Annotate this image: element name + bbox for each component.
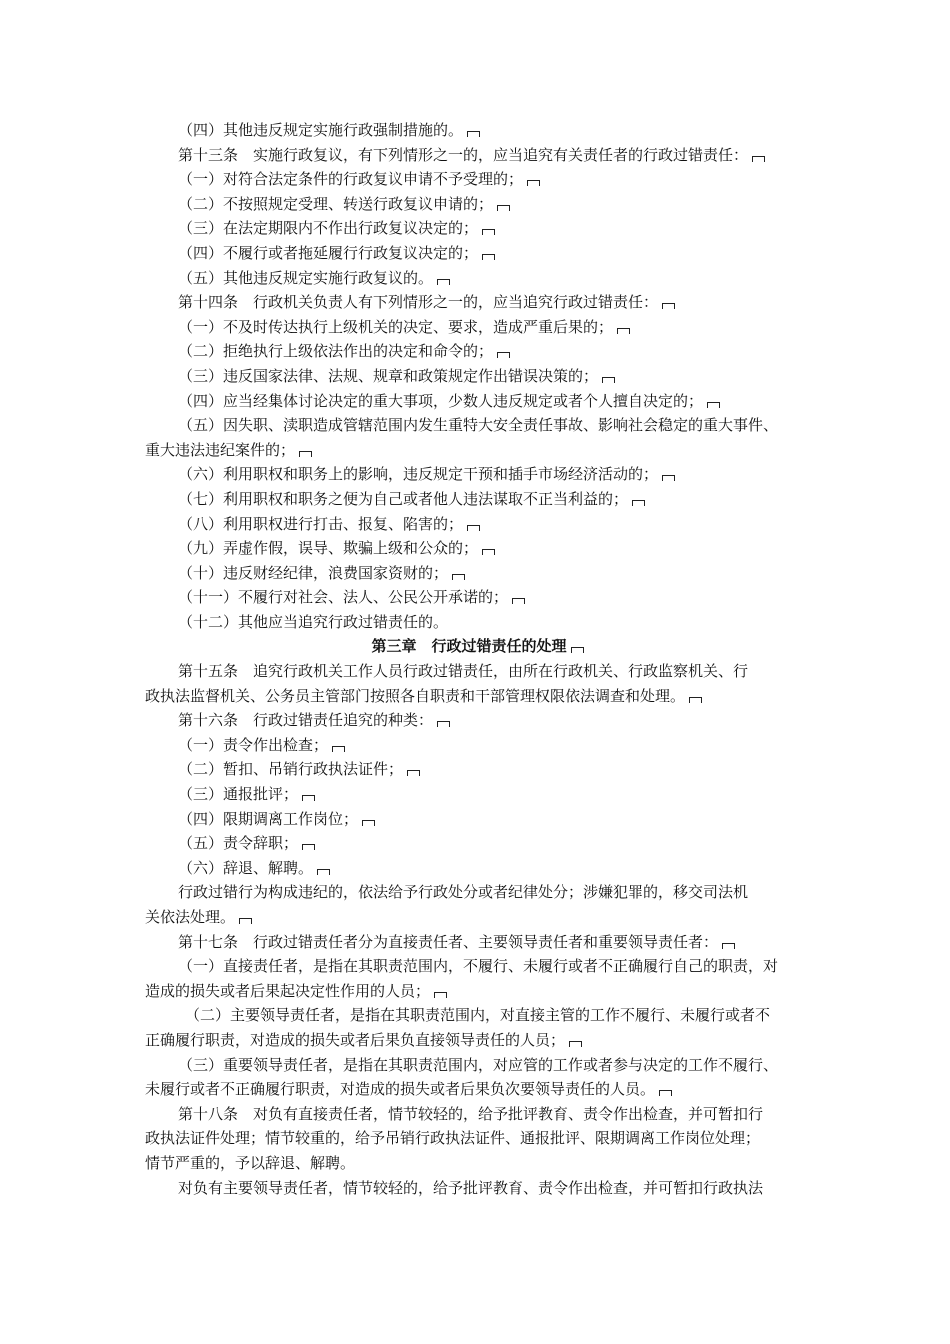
paragraph-mark-icon — [497, 205, 510, 211]
paragraph-mark-icon — [317, 869, 330, 875]
paragraph-mark-icon — [569, 1041, 582, 1047]
text-line — [145, 462, 810, 487]
text-line-content: （三）在法定期限内不作出行政复议决定的； — [178, 219, 479, 238]
text-line — [145, 290, 810, 315]
text-line — [145, 364, 810, 389]
text-line — [145, 536, 810, 561]
text-line-content: （二）暂扣、吊销行政执法证件； — [178, 760, 404, 779]
text-line-content: （五）责令辞职； — [178, 834, 299, 853]
text-line — [145, 708, 810, 733]
paragraph-mark-icon — [571, 647, 584, 653]
text-line-content: （四）应当经集体讨论决定的重大事项，少数人违反规定或者个人擅自决定的； — [178, 391, 704, 410]
text-line-content: （一）直接责任者，是指在其职责范围内，不履行、未履行或者不正确履行自己的职责，对 — [178, 957, 779, 976]
paragraph-mark-icon — [689, 697, 702, 703]
text-line — [145, 561, 810, 586]
paragraph-mark-icon — [707, 402, 720, 408]
text-line — [145, 954, 810, 979]
text-line — [145, 1151, 810, 1176]
text-line-content: （六）利用职权和职务上的影响，违反规定干预和插手市场经济活动的； — [178, 465, 659, 484]
paragraph-mark-icon — [722, 943, 735, 949]
text-line — [145, 512, 810, 537]
text-line-content: （一）不及时传达执行上级机关的决定、要求，造成严重后果的； — [178, 317, 614, 336]
text-line-content: （二）拒绝执行上级依法作出的决定和命令的； — [178, 342, 494, 361]
paragraph-mark-icon — [239, 918, 252, 924]
text-line — [145, 1077, 810, 1102]
text-line — [145, 684, 810, 709]
text-line-content: （一）责令作出检查； — [178, 735, 329, 754]
text-line-content: （四）不履行或者拖延履行行政复议决定的； — [178, 243, 479, 262]
text-line-content: （四）其他违反规定实施行政强制措施的。 — [178, 121, 464, 139]
text-line — [145, 585, 810, 610]
text-line-content: 关依法处理。 — [145, 908, 236, 926]
paragraph-mark-icon — [497, 352, 510, 358]
text-line — [145, 1028, 810, 1053]
text-line — [145, 118, 810, 143]
text-line — [145, 1053, 810, 1078]
text-line — [145, 782, 810, 807]
paragraph-mark-icon — [659, 1090, 672, 1096]
text-line — [145, 856, 810, 881]
text-line — [145, 930, 810, 955]
text-line-content: 重大违法违纪案件的； — [145, 440, 296, 459]
text-line-content: 行政过错行为构成违纪的，依法给予行政处分或者纪律处分；涉嫌犯罪的，移交司法机 — [178, 883, 749, 902]
paragraph-mark-icon — [434, 992, 447, 998]
text-line — [145, 143, 810, 168]
paragraph-mark-icon — [362, 820, 375, 826]
text-line — [145, 1102, 810, 1127]
paragraph-mark-icon — [302, 844, 315, 850]
text-line — [145, 266, 810, 291]
paragraph-mark-icon — [662, 475, 675, 481]
paragraph-mark-icon — [482, 549, 495, 555]
text-line-content: 第十六条 行政过错责任追究的种类： — [178, 711, 434, 730]
text-line-content: （九）弄虚作假，误导、欺骗上级和公众的； — [178, 539, 479, 558]
text-line-content: （二）主要领导责任者，是指在其职责范围内，对直接主管的工作不履行、未履行或者不 — [185, 1006, 771, 1025]
text-line — [145, 438, 810, 463]
paragraph-mark-icon — [437, 279, 450, 285]
text-line — [145, 339, 810, 364]
text-line — [145, 241, 810, 266]
paragraph-mark-icon — [452, 574, 465, 580]
chapter-heading — [145, 634, 810, 659]
text-line-content: （八）利用职权进行打击、报复、陷害的； — [178, 514, 464, 533]
text-line — [145, 1126, 810, 1151]
text-line — [145, 413, 810, 438]
text-line-content: 第十五条 追究行政机关工作人员行政过错责任，由所在行政机关、行政监察机关、行 — [178, 662, 749, 681]
text-line-content: 第三章 行政过错责任的处理 — [371, 637, 567, 656]
text-line — [145, 216, 810, 241]
text-line-content: 造成的损失或者后果起决定性作用的人员； — [145, 981, 431, 1000]
text-line-content: 第十八条 对负有直接责任者，情节较轻的，给予批评教育、责令作出检查，并可暂扣行 — [178, 1104, 764, 1123]
paragraph-mark-icon — [602, 377, 615, 383]
text-line — [145, 610, 810, 635]
paragraph-mark-icon — [332, 746, 345, 752]
paragraph-mark-icon — [662, 303, 675, 309]
text-line-content: （三）通报批评； — [178, 785, 299, 804]
text-line — [145, 389, 810, 414]
paragraph-mark-icon — [467, 131, 480, 137]
paragraph-mark-icon — [512, 598, 525, 604]
text-line-content: 政执法监督机关、公务员主管部门按照各自职责和干部管理权限依法调查和处理。 — [145, 686, 686, 705]
paragraph-mark-icon — [752, 156, 765, 162]
text-line — [145, 905, 810, 930]
paragraph-mark-icon — [632, 500, 645, 506]
text-line — [145, 807, 810, 832]
text-line — [145, 979, 810, 1004]
paragraph-mark-icon — [437, 721, 450, 727]
text-line — [145, 1176, 810, 1201]
paragraph-mark-icon — [299, 451, 312, 457]
text-line-content: （十）违反财经纪律，浪费国家资财的； — [178, 563, 449, 582]
paragraph-mark-icon — [467, 525, 480, 531]
text-line — [145, 733, 810, 758]
text-line-content: （七）利用职权和职务之便为自己或者他人违法谋取不正当利益的； — [178, 489, 629, 508]
text-line-content: （三）重要领导责任者，是指在其职责范围内，对应管的工作或者参与决定的工作不履行、 — [178, 1055, 779, 1074]
text-line-content: 第十七条 行政过错责任者分为直接责任者、主要领导责任者和重要领导责任者： — [178, 932, 719, 951]
text-line-content: （五）因失职、渎职造成管辖范围内发生重特大安全责任事故、影响社会稳定的重大事件、 — [178, 416, 779, 435]
paragraph-mark-icon — [407, 770, 420, 776]
paragraph-mark-icon — [302, 795, 315, 801]
text-line — [145, 1003, 810, 1028]
text-line — [145, 167, 810, 192]
text-line-content: （四）限期调离工作岗位； — [178, 809, 359, 828]
text-line — [145, 831, 810, 856]
text-line-content: （三）违反国家法律、法规、规章和政策规定作出错误决策的； — [178, 366, 599, 385]
paragraph-mark-icon — [527, 180, 540, 186]
text-line — [145, 487, 810, 512]
text-line-content: 第十四条 行政机关负责人有下列情形之一的，应当追究行政过错责任： — [178, 293, 659, 312]
text-line-content: 第十三条 实施行政复议，有下列情形之一的，应当追究有关责任者的行政过错责任： — [178, 145, 749, 164]
paragraph-mark-icon — [482, 229, 495, 235]
text-line-content: 情节严重的，予以辞退、解聘。 — [145, 1153, 356, 1172]
text-line-content: 对负有主要领导责任者，情节较轻的，给予批评教育、责令作出检查，并可暂扣行政执法 — [178, 1178, 764, 1197]
text-line — [145, 659, 810, 684]
text-line-content: （五）其他违反规定实施行政复议的。 — [178, 268, 434, 287]
text-line — [145, 880, 810, 905]
text-line — [145, 192, 810, 217]
text-line-content: （二）不按照规定受理、转送行政复议申请的； — [178, 194, 494, 213]
paragraph-mark-icon — [482, 254, 495, 260]
text-line-content: （一）对符合法定条件的行政复议申请不予受理的； — [178, 170, 524, 189]
text-line-content: （六）辞退、解聘。 — [178, 858, 314, 877]
text-line-content: （十二）其他应当追究行政过错责任的。 — [178, 612, 449, 631]
text-line — [145, 757, 810, 782]
text-line — [145, 315, 810, 340]
text-line-content: 未履行或者不正确履行职责，对造成的损失或者后果负次要领导责任的人员。 — [145, 1080, 656, 1099]
text-line-content: （十一）不履行对社会、法人、公民公开承诺的； — [178, 588, 509, 607]
text-line-content: 正确履行职责，对造成的损失或者后果负直接领导责任的人员； — [145, 1030, 566, 1049]
paragraph-mark-icon — [617, 328, 630, 334]
text-line-content: 政执法证件处理；情节较重的，给予吊销行政执法证件、通报批评、限期调离工作岗位处理； — [145, 1129, 761, 1148]
document-body — [145, 118, 810, 1200]
